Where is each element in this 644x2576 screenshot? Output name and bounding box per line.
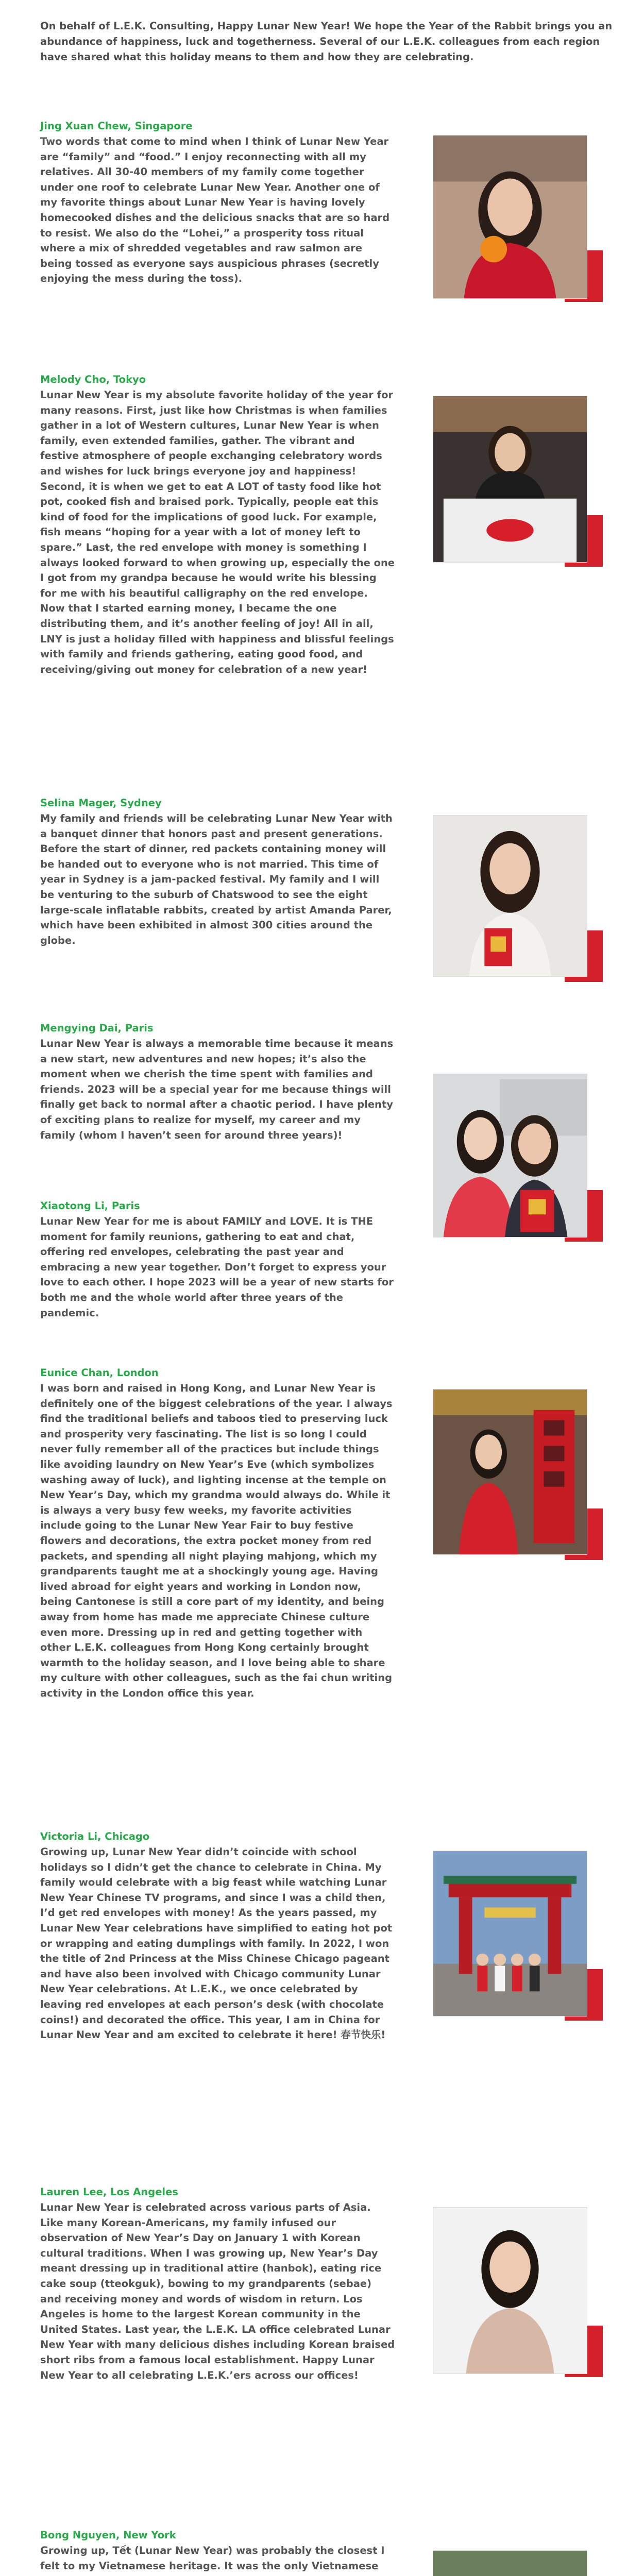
entry-text: Lunar New Year is celebrated across various parts of Asia. Like many Korean-Americans, my family infused our observation of New Year’s Day on January 1 with Korean cultural traditions. When I was growing up, New Year’s Day meant dressing up in traditional attire (hanbok), eating rice cake soup (tteokguk), bowing to my grandparents (sebae) and receiving money and words of wisdom in return. Los Angeles is home to the largest Korean community in the United States. Last year, the L.E.K. LA office celebrated Lunar New Year with many delicious dishes including Korean braised short ribs from a famous local establishment. Happy Lunar New Year to all celebrating L.E.K.’ers across our offices! bbox=[40, 2201, 395, 2381]
intro-paragraph: On behalf of L.E.K. Consulting, Happy Lunar New Year! We hope the Year of the Rabbit brings you an abundance of happiness, luck and togetherness. Several of our L.E.K. colleagues from each region have shared what this holiday means to them and how they are celebrating. bbox=[40, 20, 613, 63]
entry-text: Lunar New Year is my absolute favorite holiday of the year for many reasons. First, just like how Christmas is when families gather in a lot of Western cultures, Lunar New Year is when family, even extended families, gather. The vibrant and festive atmosphere of people exchanging celebratory words and wishes for luck brings everyone joy and happiness! Second, it is when we get to eat A LOT of tasty food like hot pot, cooked fish and braised pork. Typically, people eat this kind of food for the implications of good luck. For example, fish means “hoping for a year with a lot of money left to spare.” Last, the red envelope with money is something I always looked forward to when growing up, especially the one I got from my grandpa because he would write his blessing for me with his beautiful calligraphy on the red envelope. Now that I started earning money, I became the one distributing them, and it’s another feeling of joy! All in all, LNY is just a holiday filled with happiness and blissful feelings with family and friends gathering, eating good food, and receiving/giving out money for celebration of a new year! bbox=[40, 389, 395, 675]
entry-text: Growing up, Tết (Lunar New Year) was probably the closest I felt to my Vietnamese heritage. It was the only Vietnamese bbox=[40, 2545, 385, 2572]
woman-portrait-icon bbox=[433, 2208, 587, 2374]
photo-mengying-dai-xiaotong-li bbox=[433, 1074, 603, 1244]
entry-text: I was born and raised in Hong Kong, and Lunar New Year is definitely one of the biggest celebrations of the year. I always find the traditional beliefs and taboos tied to preserving luck and prosperity very fascinating. The list is so long I could never fully remember all of the practices but include things like avoiding laundry on New Year’s Eve (which symbolizes washing away of luck), and lighting incense at the temple on New Year’s Day, which my grandma would always do. While it is always a very busy few weeks, my favorite activities include going to the Lunar New Year Fair to buy festive flowers and decorations, the extra pocket money from red packets, and spending all night playing mahjong, which my grandparents taught me at a shockingly young age. Having lived abroad for eight years and working in London now, being Cantonese is still a core part of my identity, and being away from home has made me appreciate Chinese culture even more. Dressing up in red and getting together with other L.E.K. colleagues from Hong Kong certainly brought warmth to the holiday season, and I love being able to share my culture with other colleagues, such as the fai chun writing activity in the London office this year. bbox=[40, 1382, 393, 1699]
entry-text: Lunar New Year is always a memorable time because it means a new start, new adventures and new hopes; it’s also the moment when we cherish the time spent with families and friends. 2023 will be a special year for me because things will finally get back to normal after a chaotic period. I have plenty of exciting plans to realize for myself, my career and my family (whom I haven’t seen for around three years)! bbox=[40, 1038, 394, 1141]
photo-melody-cho bbox=[433, 396, 603, 566]
entry-name: Melody Cho, Tokyo bbox=[40, 374, 146, 385]
entry-name: Eunice Chan, London bbox=[40, 1367, 159, 1379]
family-ao-dai-icon bbox=[433, 2551, 587, 2576]
photo-lauren-lee bbox=[433, 2207, 603, 2382]
entry-name: Bong Nguyen, New York bbox=[40, 2529, 176, 2541]
dinner-table-icon bbox=[433, 396, 587, 562]
entry-name: Selina Mager, Sydney bbox=[40, 797, 162, 809]
entry-name: Xiaotong Li, Paris bbox=[40, 1200, 140, 1212]
photo-victoria-li bbox=[433, 1851, 603, 2021]
entry-name: Jing Xuan Chew, Singapore bbox=[40, 120, 193, 132]
entry-name: Lauren Lee, Los Angeles bbox=[40, 2186, 178, 2198]
woman-by-calligraphy-icon bbox=[433, 1389, 587, 1554]
woman-with-red-packet-icon bbox=[433, 816, 587, 976]
entry-text: Lunar New Year for me is about FAMILY and LOVE. It is THE moment for family reunions, gathering to eat and chat, offering red envelopes, celebrating the past year and embracing a new year together. Don’t forget to express your love to each other. I hope 2023 will be a year of new starts for both me and the whole world after three years of the pandemic. bbox=[40, 1215, 394, 1319]
two-colleagues-office-icon bbox=[433, 1074, 587, 1237]
photo-selina-mager bbox=[433, 815, 603, 985]
woman-with-orange-icon bbox=[433, 135, 587, 298]
entry-text: Two words that come to mind when I think of Lunar New Year are “family” and “food.” I enjoy reconnecting with all my relatives. All 30-40 members of my family come together under one roof to celebrate Lunar New Year. Another one of my favorite things about Lunar New Year is having lovely homecooked dishes and the delicious snacks that are so hard to resist. We also do the “Lohei,” a prosperity toss ritual where a mix of shredded vegetables and raw salmon are being tossed as everyone says auspicious phrases (secretly enjoying the mess during the toss). bbox=[40, 135, 390, 285]
entry-text: My family and friends will be celebrating Lunar New Year with a banquet dinner that honors past and present generations. Before the start of dinner, red packets containing money will be handed out to everyone who is not married. This time of year in Sydney is a jam-packed festival. My family and I will be venturing to the suburb of Chatswood to see the eight large-scale inflatable rabbits, created by artist Amanda Parer, which have been exhibited in almost 300 cities around the globe. bbox=[40, 812, 393, 946]
entry-text: Growing up, Lunar New Year didn’t coincide with school holidays so I didn’t get the chance to celebrate in China. My family would celebrate with a big feast while watching Lunar New Year Chinese TV programs, and since I was a child then, I’d get red envelopes with money! As the years passed, my Lunar New Year celebrations have simplified to eating hot pot or wrapping and eating dumplings with family. In 2022, I won the title of 2nd Princess at the Miss Chinese Chicago pageant and have also been involved with Chicago community Lunar New Year celebrations. At L.E.K., we once celebrated by leaving red envelopes at each person’s desk (with chocolate coins!) and decorated the office. This year, I am in China for Lunar New Year and am excited to celebrate it here! 春节快乐! bbox=[40, 1846, 393, 2041]
photo-jing-xuan-chew bbox=[433, 135, 603, 305]
chinese-gate-group-icon bbox=[433, 1851, 587, 2016]
entry-name: Victoria Li, Chicago bbox=[40, 1831, 150, 1842]
photo-bong-nguyen bbox=[433, 2550, 603, 2576]
entry-name: Mengying Dai, Paris bbox=[40, 1022, 154, 1034]
photo-eunice-chan bbox=[433, 1389, 603, 1564]
